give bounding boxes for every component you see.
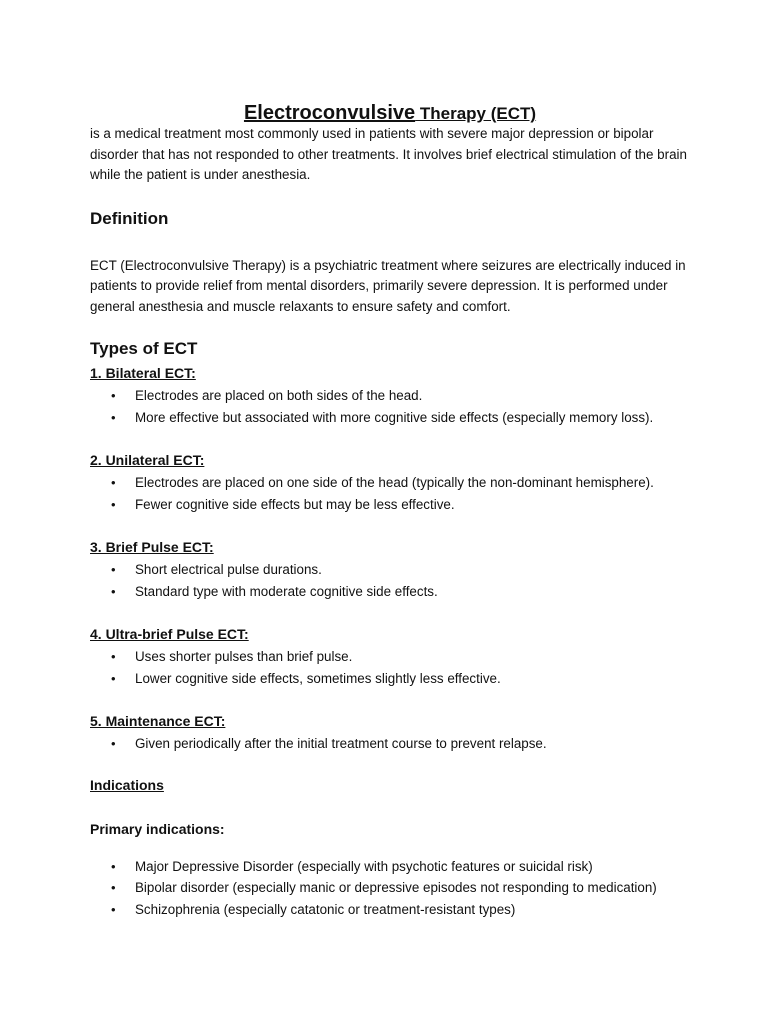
bullet-list — [90, 559, 690, 602]
definition-paragraph: ECT (Electroconvulsive Therapy) is a psychiatric treatment where seizures are electrically induced in patients to provide relief from mental disorders, primarily severe depression. It is performed under general anesthesia and muscle relaxants to ensure safety and comfort. — [90, 257, 686, 314]
type-heading: 5. Maintenance ECT: — [90, 713, 226, 729]
title-rest: Therapy (ECT) — [415, 104, 537, 123]
type-section-bilateral — [90, 363, 690, 428]
bullet-icon: • — [111, 583, 116, 599]
type-heading: 4. Ultra-brief Pulse ECT: — [90, 626, 249, 642]
list-item — [90, 733, 690, 755]
types-heading: Types of ECT — [90, 339, 198, 358]
list-item-text: Electrodes are placed on one side of the head (typically the non-dominant hemisphere). — [135, 475, 654, 490]
bullet-list — [90, 385, 690, 428]
list-item-text: Uses shorter pulses than brief pulse. — [135, 649, 353, 664]
type-heading: 3. Brief Pulse ECT: — [90, 539, 214, 555]
list-item-text: Bipolar disorder (especially manic or depressive episodes not responding to medication) — [135, 880, 657, 895]
list-item-text: Fewer cognitive side effects but may be less effective. — [135, 496, 455, 512]
bullet-icon: • — [111, 562, 116, 577]
list-item — [90, 581, 690, 603]
list-item — [90, 856, 690, 878]
primary-indications-heading: Primary indications: — [90, 820, 225, 837]
type-section-brief-pulse — [90, 537, 690, 602]
list-item-text: Electrodes are placed on both sides of the head. — [135, 388, 423, 403]
bullet-icon: • — [111, 880, 116, 895]
bullet-icon: • — [111, 736, 116, 751]
definition-heading: Definition — [90, 208, 169, 228]
list-item — [90, 407, 690, 429]
list-item-text: Schizophrenia (especially catatonic or treatment-resistant types) — [135, 901, 516, 917]
bullet-icon: • — [111, 475, 116, 490]
list-item — [90, 559, 690, 581]
list-item — [90, 877, 690, 899]
type-heading: 1. Bilateral ECT: — [90, 365, 196, 381]
list-item-text: Major Depressive Disorder (especially with psychotic features or suicidal risk) — [135, 858, 593, 874]
bullet-list — [90, 472, 690, 515]
indications-heading: Indications — [90, 776, 164, 793]
type-section-unilateral — [90, 450, 690, 515]
bullet-icon: • — [111, 496, 116, 512]
type-heading: 2. Unilateral ECT: — [90, 452, 205, 468]
list-item-text: Standard type with moderate cognitive side effects. — [135, 583, 438, 599]
list-item — [90, 646, 690, 668]
bullet-icon: • — [111, 901, 116, 917]
list-item — [90, 494, 690, 516]
list-item-text: Short electrical pulse durations. — [135, 562, 322, 577]
document-page — [90, 92, 690, 920]
type-section-ultra-brief-pulse — [90, 624, 690, 689]
bullet-icon: • — [111, 388, 116, 403]
list-item — [90, 385, 690, 407]
list-item — [90, 668, 690, 690]
intro-paragraph: is a medical treatment most commonly used in patients with severe major depression or bipolar disorder that has not responded to other treatments. It involves brief electrical stimulation of the brain while the patient is under anesthesia. — [90, 126, 687, 182]
bullet-icon: • — [111, 858, 116, 874]
bullet-list — [90, 733, 690, 755]
list-item-text: Lower cognitive side effects, sometimes slightly less effective. — [135, 670, 501, 686]
list-item-text: More effective but associated with more cognitive side effects (especially memory loss). — [135, 409, 654, 425]
bullet-icon: • — [111, 649, 116, 664]
page-title — [90, 92, 690, 124]
list-item — [90, 899, 690, 921]
bullet-icon: • — [111, 409, 116, 425]
list-item-text: Given periodically after the initial treatment course to prevent relapse. — [135, 736, 547, 751]
title-main: Electroconvulsive — [243, 102, 416, 124]
bullet-list — [90, 646, 690, 689]
type-section-maintenance — [90, 711, 690, 755]
bullet-icon: • — [111, 670, 116, 686]
indications-list — [90, 856, 690, 921]
list-item — [90, 472, 690, 494]
